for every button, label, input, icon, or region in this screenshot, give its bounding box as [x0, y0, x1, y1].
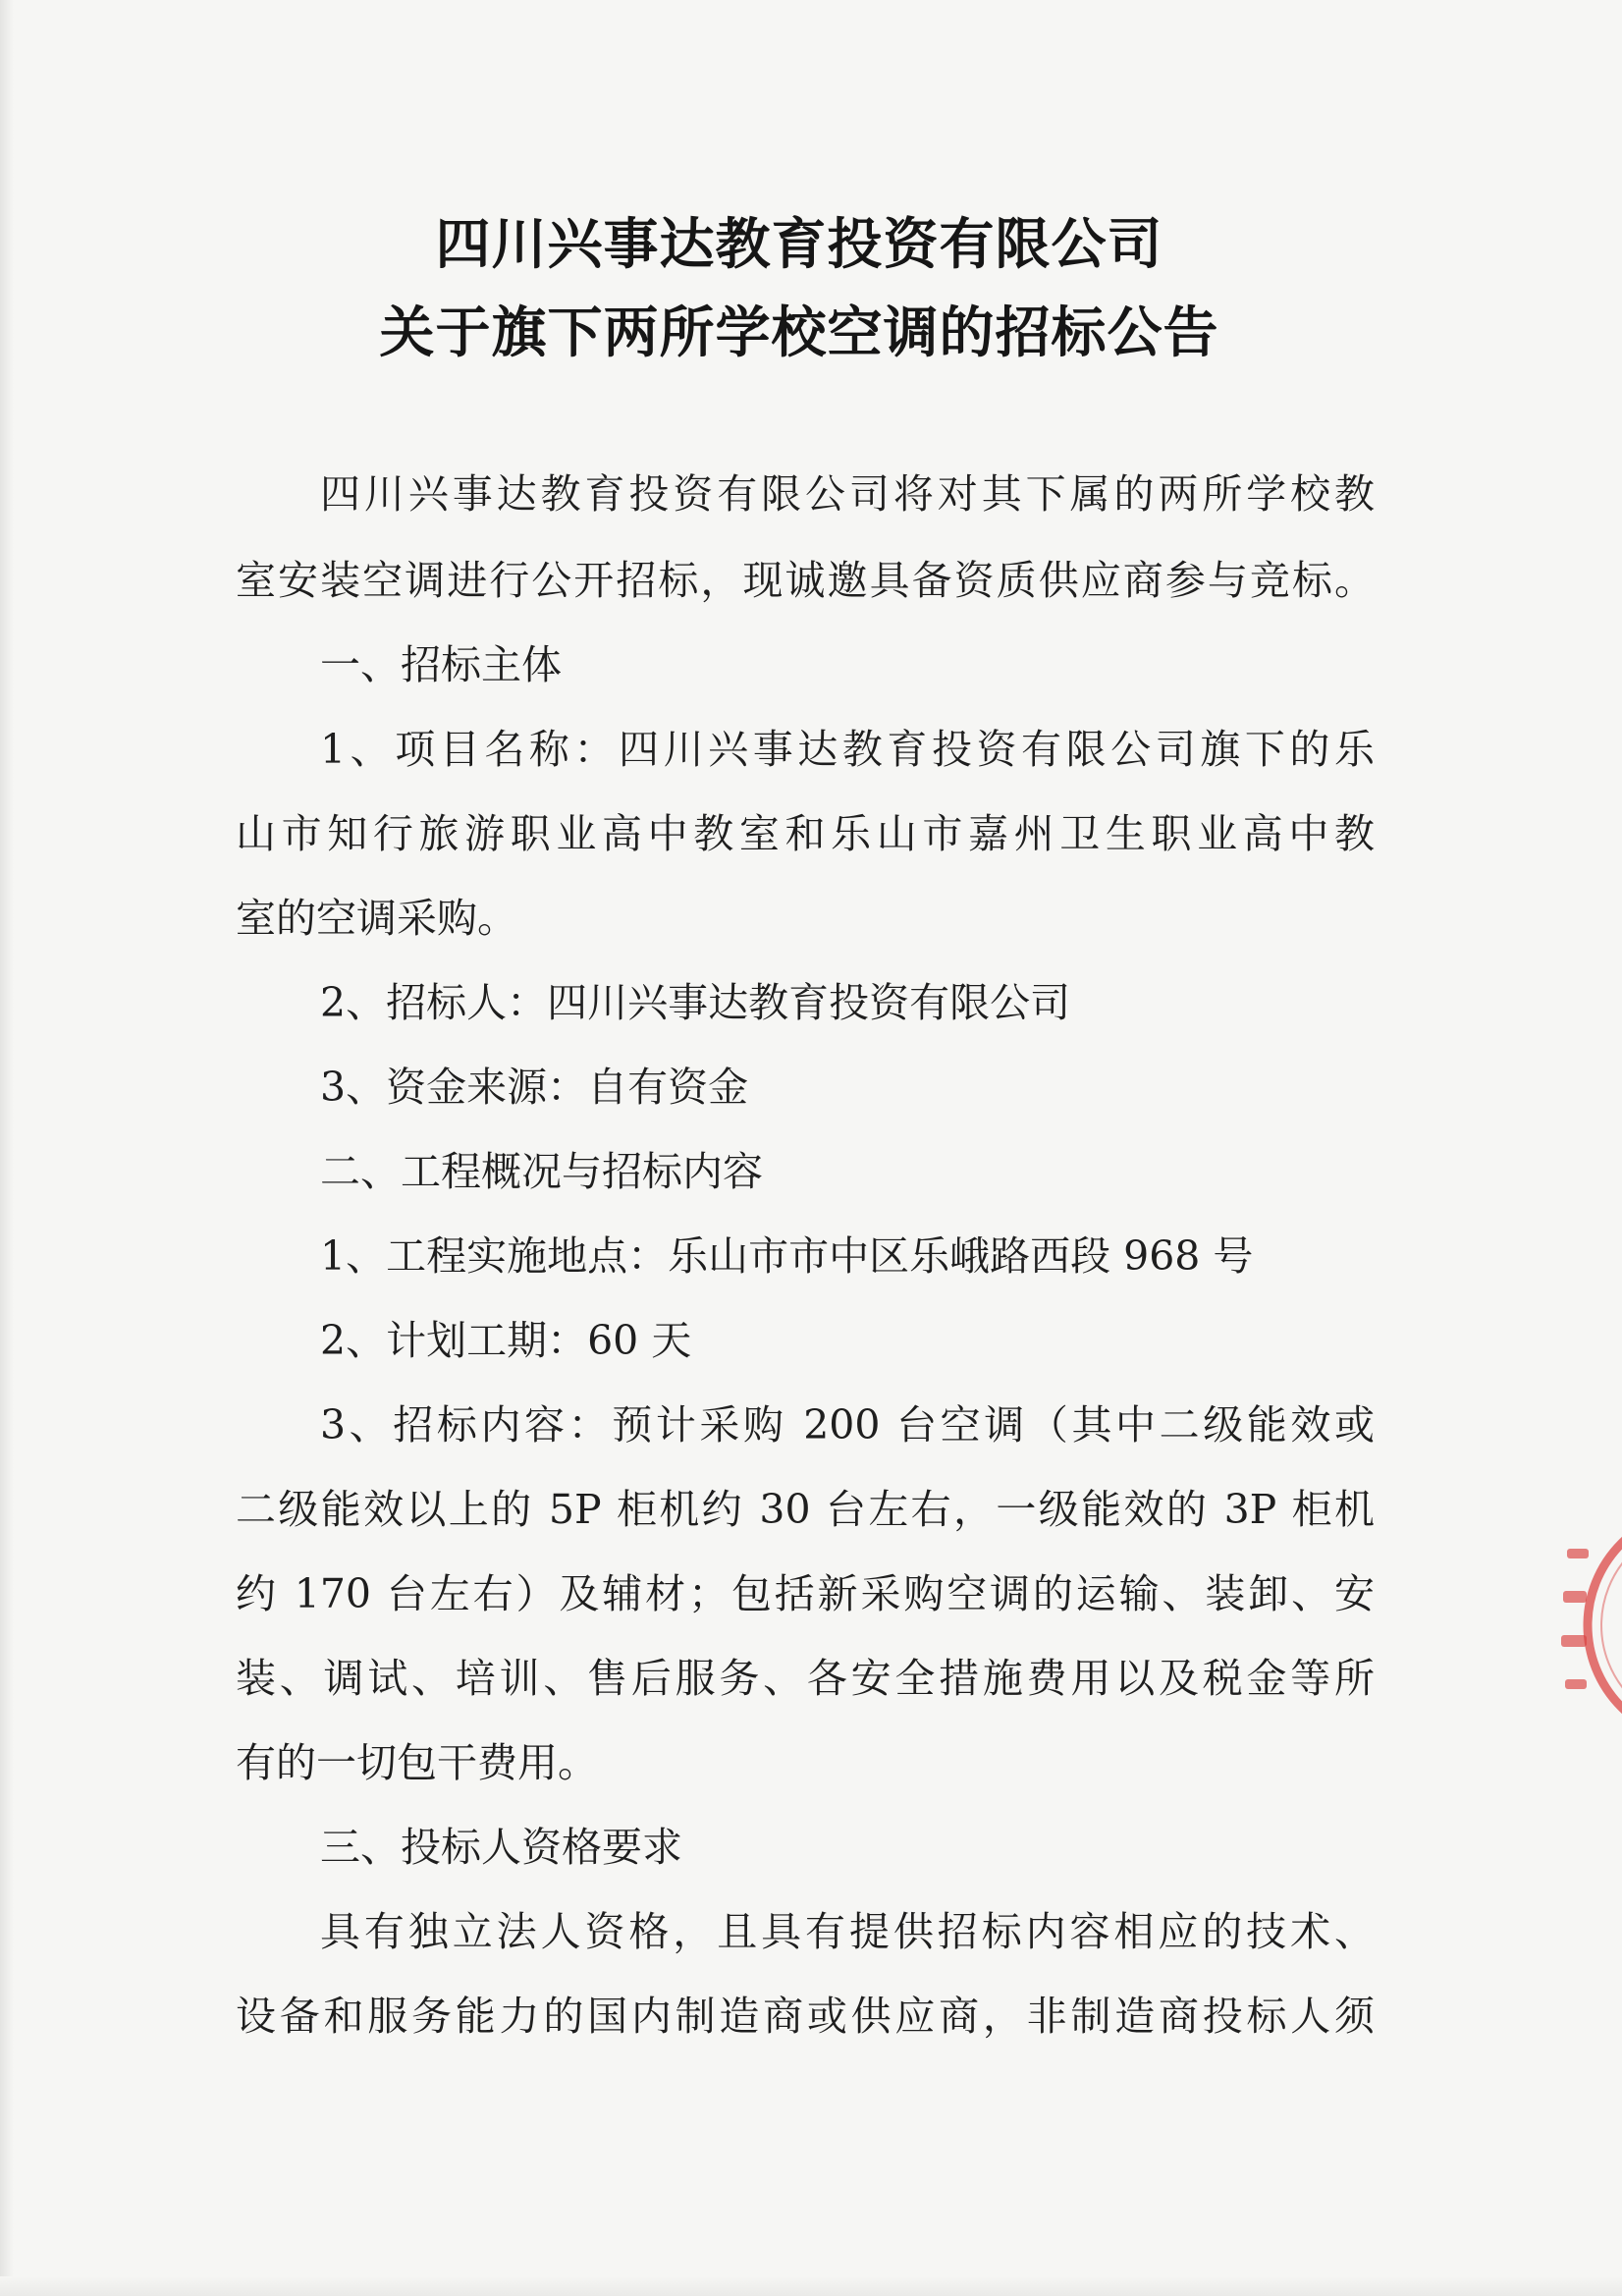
item-1-2: 2、招标人：四川兴事达教育投资有限公司	[320, 979, 1071, 1026]
item-2-2: 2、计划工期：60 天	[320, 1317, 692, 1364]
document-title-line-1: 四川兴事达教育投资有限公司	[435, 213, 1163, 277]
company-seal-stamp	[1551, 1498, 1622, 1753]
intro-line-1: 四川兴事达教育投资有限公司将对其下属的两所学校教	[320, 470, 1375, 518]
item-2-1: 1、工程实施地点：乐山市市中区乐峨路西段 968 号	[320, 1232, 1254, 1280]
item-2-3-line-4: 装、调试、培训、售后服务、各安全措施费用以及税金等所	[236, 1655, 1375, 1702]
item-1-1-line-1: 1、项目名称：四川兴事达教育投资有限公司旗下的乐	[320, 726, 1375, 773]
item-1-1-line-2: 山市知行旅游职业高中教室和乐山市嘉州卫生职业高中教	[236, 810, 1375, 857]
qualification-line-2: 设备和服务能力的国内制造商或供应商，非制造商投标人须	[236, 1993, 1375, 2040]
section-heading-1: 一、招标主体	[320, 641, 562, 688]
scan-edge-bottom	[0, 2276, 1622, 2296]
item-2-3-line-1: 3、招标内容：预计采购 200 台空调（其中二级能效或	[320, 1401, 1375, 1449]
item-2-3-line-2: 二级能效以上的 5P 柜机约 30 台左右，一级能效的 3P 柜机	[236, 1486, 1375, 1533]
intro-line-2: 室安装空调进行公开招标，现诚邀具备资质供应商参与竞标。	[236, 557, 1375, 604]
item-2-3-line-5: 有的一切包干费用。	[236, 1739, 598, 1786]
item-1-3: 3、资金来源：自有资金	[320, 1064, 749, 1111]
section-heading-2: 二、工程概况与招标内容	[320, 1148, 763, 1195]
item-2-3-line-3: 约 170 台左右）及辅材；包括新采购空调的运输、装卸、安	[236, 1570, 1375, 1617]
section-heading-3: 三、投标人资格要求	[320, 1824, 682, 1871]
document-title-line-2: 关于旗下两所学校空调的招标公告	[379, 301, 1219, 365]
qualification-line-1: 具有独立法人资格，且具有提供招标内容相应的技术、	[320, 1908, 1375, 1955]
item-1-1-line-3: 室的空调采购。	[236, 895, 517, 942]
